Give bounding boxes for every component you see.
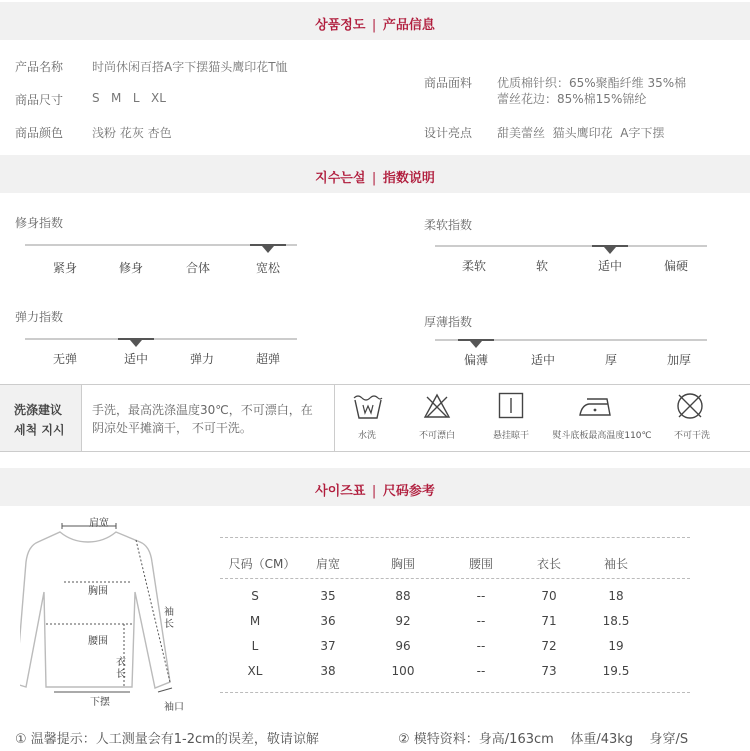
section-header-info bbox=[0, 2, 750, 40]
product-color-value: 浅粉 花灰 杏色 bbox=[92, 126, 172, 140]
table-cell: S bbox=[251, 589, 259, 603]
footer-note: ① 温馨提示：人工测量会有1-2cm的误差，敬请谅解 bbox=[15, 732, 319, 747]
wash-title-box bbox=[0, 385, 82, 451]
figure-length-label-1: 衣 bbox=[116, 657, 126, 668]
fabric-label: 商品面料 bbox=[424, 76, 473, 90]
wash-title-ko: 세척 지시 bbox=[14, 423, 65, 437]
table-cell: 19 bbox=[608, 639, 624, 653]
section-title-sep: | bbox=[371, 171, 377, 186]
table-divider bbox=[220, 578, 690, 579]
scale-pointer-icon bbox=[470, 341, 482, 348]
hang-dry-icon bbox=[498, 392, 524, 419]
figure-chest-label: 胸围 bbox=[88, 586, 108, 597]
table-cell: -- bbox=[476, 664, 486, 678]
table-cell: L bbox=[251, 639, 259, 653]
section-title-sep: | bbox=[371, 18, 377, 33]
scale-option: 超弹 bbox=[255, 352, 281, 366]
table-cell: 18.5 bbox=[602, 614, 630, 628]
scale-track-soft bbox=[435, 245, 707, 247]
fabric-line-1: 优质棉针织：65%聚酯纤维 35%棉 bbox=[497, 76, 687, 90]
section-title-ko: 사이즈표 bbox=[315, 484, 366, 499]
wash-caption: 悬挂晾干 bbox=[492, 431, 530, 441]
section-header-size bbox=[0, 468, 750, 506]
no-dryclean-icon bbox=[675, 391, 705, 421]
wash-text-line-1: 手洗，最高洗涤温度30℃，不可漂白，在 bbox=[92, 403, 313, 417]
table-header-cell: 袖长 bbox=[603, 557, 629, 571]
scale-track-stretch bbox=[25, 338, 297, 340]
wash-caption: 不可漂白 bbox=[418, 431, 456, 441]
scale-option: 加厚 bbox=[666, 353, 692, 367]
scale-option: 合体 bbox=[185, 261, 211, 275]
table-cell: 88 bbox=[395, 589, 411, 603]
table-cell: 100 bbox=[391, 664, 415, 678]
scale-pointer-icon bbox=[262, 246, 274, 253]
table-cell: 71 bbox=[541, 614, 557, 628]
section-title-size bbox=[0, 480, 750, 499]
table-cell: 35 bbox=[320, 589, 336, 603]
section-header-index bbox=[0, 155, 750, 193]
product-color-label: 商品颜色 bbox=[15, 126, 64, 140]
scale-title-soft: 柔软指数 bbox=[424, 218, 473, 232]
table-header-cell: 尺码（CM） bbox=[228, 557, 296, 571]
scale-option: 无弹 bbox=[52, 352, 78, 366]
scale-title-stretch: 弹力指数 bbox=[15, 310, 64, 324]
figure-sleeve-label-1: 袖 bbox=[164, 607, 174, 618]
wash-caption: 水洗 bbox=[357, 431, 377, 441]
table-cell: 70 bbox=[541, 589, 557, 603]
scale-option: 弹力 bbox=[189, 352, 215, 366]
table-cell: 18 bbox=[608, 589, 624, 603]
scale-option: 宽松 bbox=[255, 261, 281, 275]
table-cell: -- bbox=[476, 639, 486, 653]
section-title-ko: 지수는설 bbox=[315, 171, 366, 186]
section-title-cn: 尺码参考 bbox=[382, 484, 435, 499]
scale-option: 修身 bbox=[118, 261, 144, 275]
table-cell: 96 bbox=[395, 639, 411, 653]
scale-option: 适中 bbox=[597, 259, 623, 273]
product-name-label: 产品名称 bbox=[15, 60, 64, 74]
table-cell: XL bbox=[247, 664, 263, 678]
scale-option: 适中 bbox=[530, 353, 556, 367]
wash-caption: 熨斗底板最高温度110℃ bbox=[552, 431, 652, 441]
table-cell: 92 bbox=[395, 614, 411, 628]
figure-shoulder-label: 肩宽 bbox=[89, 518, 109, 529]
design-value: 甜美蕾丝 猫头鹰印花 A字下摆 bbox=[497, 126, 665, 140]
figure-hem-label: 下摆 bbox=[90, 697, 110, 708]
section-title-info bbox=[0, 14, 750, 33]
scale-title-fit: 修身指数 bbox=[15, 216, 64, 230]
table-cell: 72 bbox=[541, 639, 557, 653]
scale-option: 软 bbox=[535, 259, 549, 273]
design-label: 设计亮点 bbox=[424, 126, 473, 140]
scale-pointer-icon bbox=[604, 247, 616, 254]
scale-option: 紧身 bbox=[52, 261, 78, 275]
scale-option: 适中 bbox=[123, 352, 149, 366]
wash-text-line-2: 阴凉处平摊滴干， 不可干洗。 bbox=[92, 421, 252, 435]
figure-cuff-label: 袖口 bbox=[164, 702, 184, 713]
table-divider bbox=[220, 537, 690, 538]
product-size-label: 商品尺寸 bbox=[15, 93, 64, 107]
wash-divider bbox=[334, 385, 335, 451]
scale-option: 偏薄 bbox=[463, 353, 489, 367]
table-cell: 37 bbox=[320, 639, 336, 653]
table-cell: 73 bbox=[541, 664, 557, 678]
table-divider bbox=[220, 692, 690, 693]
fabric-line-2: 蕾丝花边：85%棉15%锦纶 bbox=[497, 92, 647, 106]
table-cell: 19.5 bbox=[602, 664, 630, 678]
wash-title-cn: 洗涤建议 bbox=[14, 403, 63, 417]
product-size-value: S M L XL bbox=[92, 91, 166, 105]
figure-sleeve-label-2: 长 bbox=[164, 619, 174, 630]
figure-waist-label: 腰围 bbox=[88, 636, 108, 647]
scale-pointer-icon bbox=[130, 340, 142, 347]
no-bleach-icon bbox=[423, 393, 451, 419]
wash-tub-icon bbox=[352, 392, 384, 420]
table-header-cell: 腰围 bbox=[468, 557, 494, 571]
section-title-cn: 指数说明 bbox=[382, 171, 435, 186]
section-title-ko: 상품정도 bbox=[315, 18, 366, 33]
table-cell: -- bbox=[476, 614, 486, 628]
table-cell: M bbox=[249, 614, 261, 628]
section-title-index bbox=[0, 167, 750, 186]
table-header-cell: 胸围 bbox=[390, 557, 416, 571]
product-name-value: 时尚休闲百搭A字下摆猫头鹰印花T恤 bbox=[92, 60, 288, 74]
table-cell: 38 bbox=[320, 664, 336, 678]
table-header-cell: 衣长 bbox=[536, 557, 562, 571]
section-title-cn: 产品信息 bbox=[382, 18, 435, 33]
scale-option: 偏硬 bbox=[663, 259, 689, 273]
figure-length-label-2: 长 bbox=[116, 669, 126, 680]
scale-title-thick: 厚薄指数 bbox=[424, 315, 473, 329]
section-title-sep: | bbox=[371, 484, 377, 499]
wash-caption: 不可干洗 bbox=[673, 431, 711, 441]
scale-option: 柔软 bbox=[461, 259, 487, 273]
table-cell: -- bbox=[476, 589, 486, 603]
iron-icon bbox=[577, 395, 615, 417]
table-header-cell: 肩宽 bbox=[315, 557, 341, 571]
scale-option: 厚 bbox=[604, 353, 618, 367]
footer-model-info: ② 模特资料：身高/163cm 体重/43kg 身穿/S bbox=[398, 732, 689, 747]
table-cell: 36 bbox=[320, 614, 336, 628]
